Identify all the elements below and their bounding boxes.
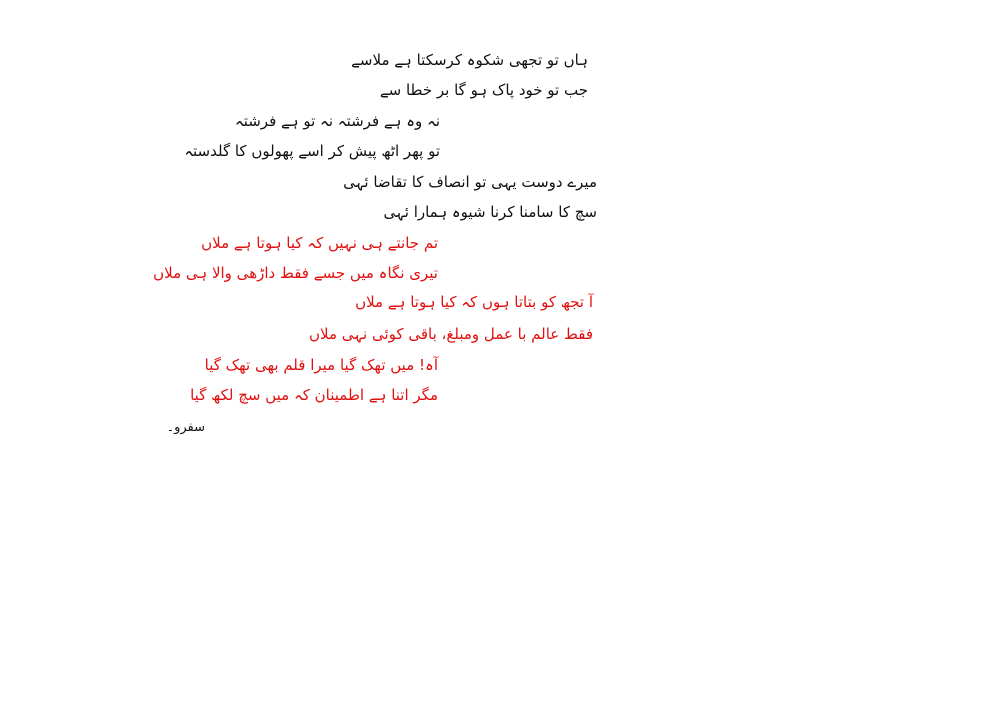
poem-line-10: فقط عالم با عمل ومبلغ، باقی کوئی نہی ملاں	[309, 325, 593, 343]
poem-line-3: نہ وہ ہے فرشتہ نہ تو ہے فرشتہ	[234, 112, 440, 130]
poem-line-5: میرے دوست یہی تو انصاف کا تقاضا ئہی	[343, 173, 597, 191]
poem-line-9: آ تجھ کو بتاتا ہوں کہ کیا ہوتا ہے ملاں	[355, 293, 593, 311]
poem-line-1: ہاں تو تجھی شکوہ کرسکتا ہے ملاسے	[351, 51, 588, 69]
poem-line-6: سچ کا سامنا کرنا شیوہ ہمارا ئہی	[383, 203, 597, 221]
poem-line-11: آہ! میں تھک گیا میرا قلم بھی تھک گیا	[204, 356, 438, 374]
poem-line-2: جب تو خود پاک ہو گا بر خطا سے	[379, 81, 588, 99]
poem-line-12: مگر اتنا ہے اطمینان کہ میں سچ لکھ گیا	[190, 386, 438, 404]
poem-line-8: تیری نگاہ میں جسے فقط داڑھی والا ہی ملاں	[153, 264, 438, 282]
signature: سفرو۔	[166, 420, 205, 435]
poem-line-7: تم جانتے ہی نہیں کہ کیا ہوتا ہے ملاں	[201, 234, 438, 252]
poem-line-4: تو پھر اٹھ پیش کر اسے پھولوں کا گلدستہ	[184, 142, 440, 160]
